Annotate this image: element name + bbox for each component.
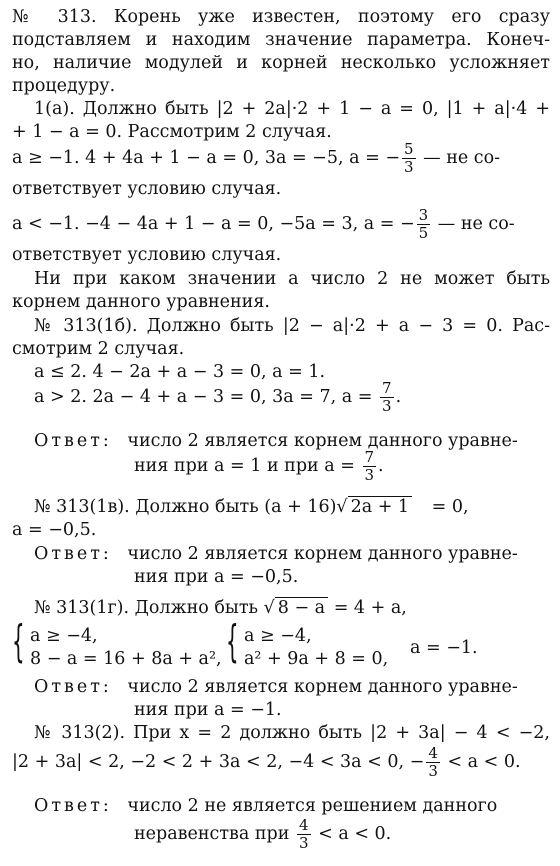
problem-313-intro-line-3: но, наличие модулей и корней несколько усложняет [12,53,550,73]
problem-313-intro-line-1: № 313. Корень уже известен, поэтому его сразу [12,7,550,27]
answer-label: Ответ: [34,431,112,451]
answer-2-line-2: неравенства при $\frac{4}{3}$ < a < 0. [134,816,392,852]
fraction: $\frac{4}{3}$ [298,816,309,852]
answer-label: Ответ: [34,677,112,697]
square-root: 2a + 1 [348,496,413,517]
system-brace-1: { [12,616,25,667]
part-1a-case-2-line-2: ответствует условию случая. [12,245,282,265]
case-2-tail: — не со- [437,214,515,234]
square-root: 8 − a [275,597,328,618]
fraction: $\frac{4}{3}$ [428,744,438,780]
part-1v-line-1: № 313(1в). Должно быть (a + 16)√ 2a + 1 = 0, [34,497,469,517]
problem-313-intro-line-2: подставляем и находим значение параметра. Конеч- [12,30,550,50]
part-1b-case-2: a > 2. 2a − 4 + a − 3 = 0, 3a = 7, a = $\frac{7}{3}$ . [34,379,402,415]
answer-1g-line-1: Ответ: число 2 является корнем данного уравне- [34,677,518,697]
part-1g-line-1: № 313(1г). Должно быть √ 8 − a = 4 + a, [34,598,407,618]
answer-1g-line-2: ния при a = −1. [134,700,282,720]
system-1: a ≥ −4, 8 − a = 16 + 8a + a², [30,626,222,669]
answer-1b-line-2: ния при a = 1 и при a = $\frac{7}{3}$ . [134,448,384,484]
part-2-line-1: № 313(2). При x = 2 должно быть |2 + 3a| − 4 < −2, [34,723,550,743]
fraction: $\frac{3}{5}$ [418,206,429,242]
system-brace-2: { [226,616,239,667]
answer-label: Ответ: [34,796,112,816]
conclusion-line-1: Ни при каком значении a число 2 не может быть [34,269,550,289]
part-1b-line-2: смотрим 2 случая. [12,339,185,359]
system-result: a = −1. [410,638,478,658]
answer-label: Ответ: [34,544,112,564]
part-1v-line-2: a = −0,5. [12,520,97,540]
part-2-line-2: |2 + 3a| < 2, −2 < 2 + 3a < 2, −4 < 3a < 0, − $\frac{4}{3}$ < a < 0. [12,744,521,780]
conclusion-line-2: корнем данного уравнения. [12,292,270,312]
answer-1v-line-1: Ответ: число 2 является корнем данного уравне- [34,544,518,564]
system-2: a ≥ −4, a² + 9a + 8 = 0, [244,626,389,669]
fraction: $\frac{7}{3}$ [364,448,375,484]
answer-2-line-1: Ответ: число 2 не является решением данного [34,796,498,816]
part-1a-line-1: 1(а). Должно быть |2 + 2a|·2 + 1 − a = 0, |1 + a|·4 + [34,99,550,119]
problem-313-intro-line-4: процедуру. [12,76,116,96]
part-1a-line-2: + 1 − a = 0. Рассмотрим 2 случая. [12,122,332,142]
part-1b-case-1: a ≤ 2. 4 − 2a + a − 3 = 0, a = 1. [34,362,326,382]
part-1a-case-1-line-2: ответствует условию случая. [12,179,282,199]
case-2-equation: a < −1. −4 − 4a + 1 − a = 0, −5a = 3, a = − [12,214,415,234]
answer-1v-line-2: ния при a = −0,5. [134,567,299,587]
part-1a-case-1 [12,142,550,175]
part-1b-line-1: № 313(1б). Должно быть |2 − a|·2 + a − 3 = 0. Рас- [34,316,550,336]
case-1-tail: — не со- [423,148,501,168]
answer-1b-line-1: Ответ: число 2 является корнем данного уравне- [34,431,518,451]
case-1-equation: a ≥ −1. 4 + 4a + 1 − a = 0, 3a = −5, a = − [12,148,400,168]
fraction: $\frac{7}{3}$ [382,379,392,415]
fraction: $\frac{5}{3}$ [404,140,414,176]
part-1a-case-2 [12,208,550,241]
